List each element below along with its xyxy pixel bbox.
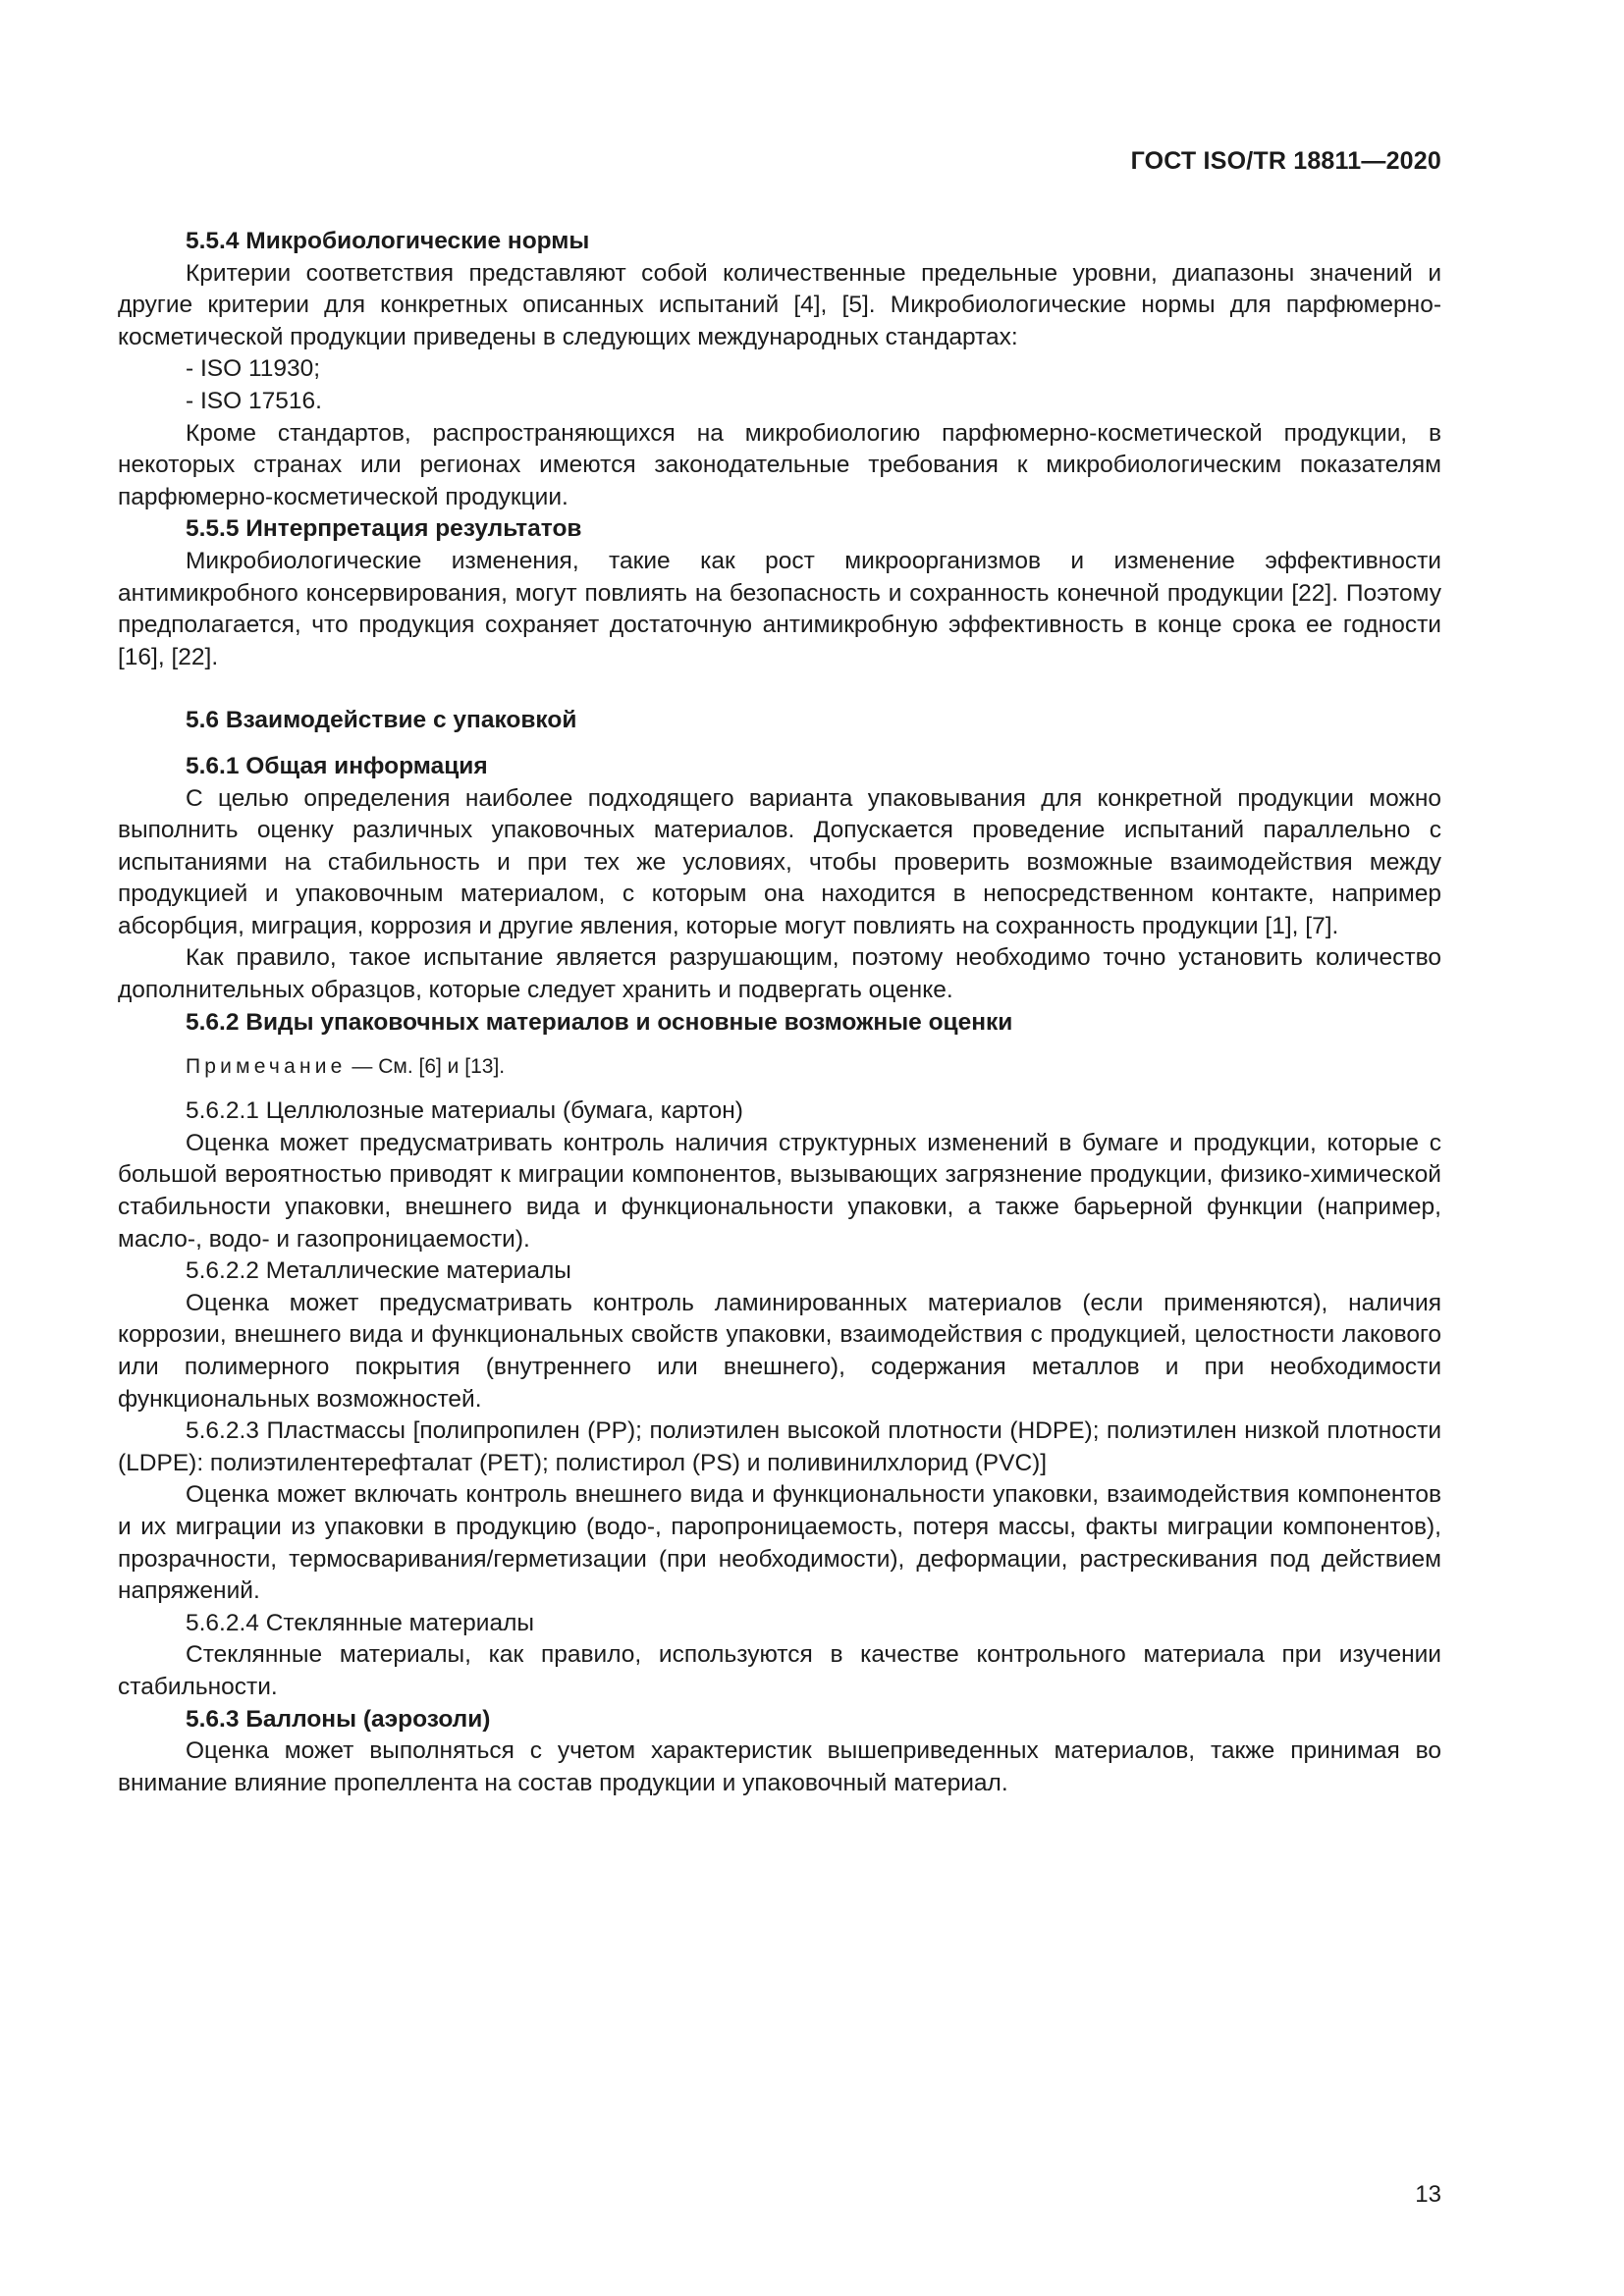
paragraph: Микробиологические изменения, такие как рост микроорганизмов и изменение эффективности антимикробного консервирования, могут повлиять на безопасность и сохранность конечной продукции [22]. Поэтому предполагается, что продукция сохраняет достаточную антимикробную эффективность в конце срока ее годности [16], [22]. xyxy=(118,547,1441,670)
subsection-title-5-6-2-3: 5.6.2.3 Пластмассы [полипропилен (PP); полиэтилен высокой плотности (HDPE); полиэтилен низкой плотности (LDPE): полиэтилентерефталат (PET); полистирол (PS) и поливинилхлорид (PVC)] xyxy=(118,1417,1441,1476)
subsection-title-5-6-2-2: 5.6.2.2 Металлические материалы xyxy=(186,1257,571,1285)
paragraph: Оценка может включать контроль внешнего вида и функциональности упаковки, взаимодействия компонентов и их миграции из упаковки в продукцию (водо-, паропроницаемость, потеря массы, факты миграции компонентов), прозрачности, термосваривания/герметизации (при необходимости), деформации, растрескивания под действием напряжений. xyxy=(118,1481,1441,1605)
note-label: Примечание xyxy=(186,1055,347,1079)
document-header-id: ГОСТ ISO/TR 18811—2020 xyxy=(1130,147,1441,175)
paragraph: Критерии соответствия представляют собой количественные предельные уровни, диапазоны значений и другие критерии для конкретных описанных испытаний [4], [5]. Микробиологические нормы для парфюмерно-косметической продукции приведены в следующих международных стандартах: xyxy=(118,259,1441,350)
note-text: — См. [6] и [13]. xyxy=(346,1055,506,1079)
page-number: 13 xyxy=(1415,2181,1441,2208)
paragraph: Как правило, такое испытание является разрушающим, поэтому необходимо точно установить количество дополнительных образцов, которые следует хранить и подвергать оценке. xyxy=(118,944,1441,1004)
document-body xyxy=(118,226,1441,1799)
paragraph: Оценка может предусматривать контроль ламинированных материалов (если применяются), наличия коррозии, внешнего вида и функциональных свойств упаковки, взаимодействия с продукцией, целостности лакового или полимерного покрытия (внутреннего или внешнего), содержания металлов и при необходимости функциональных возможностей. xyxy=(118,1289,1441,1413)
paragraph: С целью определения наиболее подходящего варианта упаковывания для конкретной продукции можно выполнить оценку различных упаковочных материалов. Допускается проведение испытаний параллельно с испытаниями на стабильность и при тех же условиях, чтобы проверить возможные взаимодействия между продукцией и упаковочным материалом, с которым она находится в непосредственном контакте, например абсорбция, миграция, коррозия и другие явления, которые могут повлиять на сохранность продукции [1], [7]. xyxy=(118,784,1441,939)
list-item: - ISO 17516. xyxy=(186,387,322,414)
section-heading-5-6-2: 5.6.2 Виды упаковочных материалов и основные возможные оценки xyxy=(186,1008,1013,1036)
paragraph: Оценка может выполняться с учетом характеристик вышеприведенных материалов, также принимая во внимание влияние пропеллента на состав продукции и упаковочный материал. xyxy=(118,1737,1441,1796)
subsection-title-5-6-2-4: 5.6.2.4 Стеклянные материалы xyxy=(186,1609,534,1636)
section-heading-5-6: 5.6 Взаимодействие с упаковкой xyxy=(186,707,577,734)
section-heading-5-5-5: 5.5.5 Интерпретация результатов xyxy=(186,515,582,543)
section-heading-5-5-4: 5.5.4 Микробиологические нормы xyxy=(186,228,590,254)
section-heading-5-6-1: 5.6.1 Общая информация xyxy=(186,752,488,779)
list-item: - ISO 11930; xyxy=(186,355,321,383)
note xyxy=(118,1052,1441,1082)
subsection-title-5-6-2-1: 5.6.2.1 Целлюлозные материалы (бумага, картон) xyxy=(186,1097,743,1125)
paragraph: Кроме стандартов, распространяющихся на микробиологию парфюмерно-косметической продукции, в некоторых странах или регионах имеются законодательные требования к микробиологическим показателям парфюмерно-косметической продукции. xyxy=(118,419,1441,510)
paragraph: Оценка может предусматривать контроль наличия структурных изменений в бумаге и продукции, которые с большой вероятностью приводят к миграции компонентов, вызывающих загрязнение продукции, физико-химической стабильности упаковки, внешнего вида и функциональности упаковки, а также барьерной функции (например, масло-, водо- и газопроницаемости). xyxy=(118,1129,1441,1253)
section-heading-5-6-3: 5.6.3 Баллоны (аэрозоли) xyxy=(186,1705,491,1733)
paragraph: Стеклянные материалы, как правило, используются в качестве контрольного материала при изучении стабильности. xyxy=(118,1641,1441,1700)
